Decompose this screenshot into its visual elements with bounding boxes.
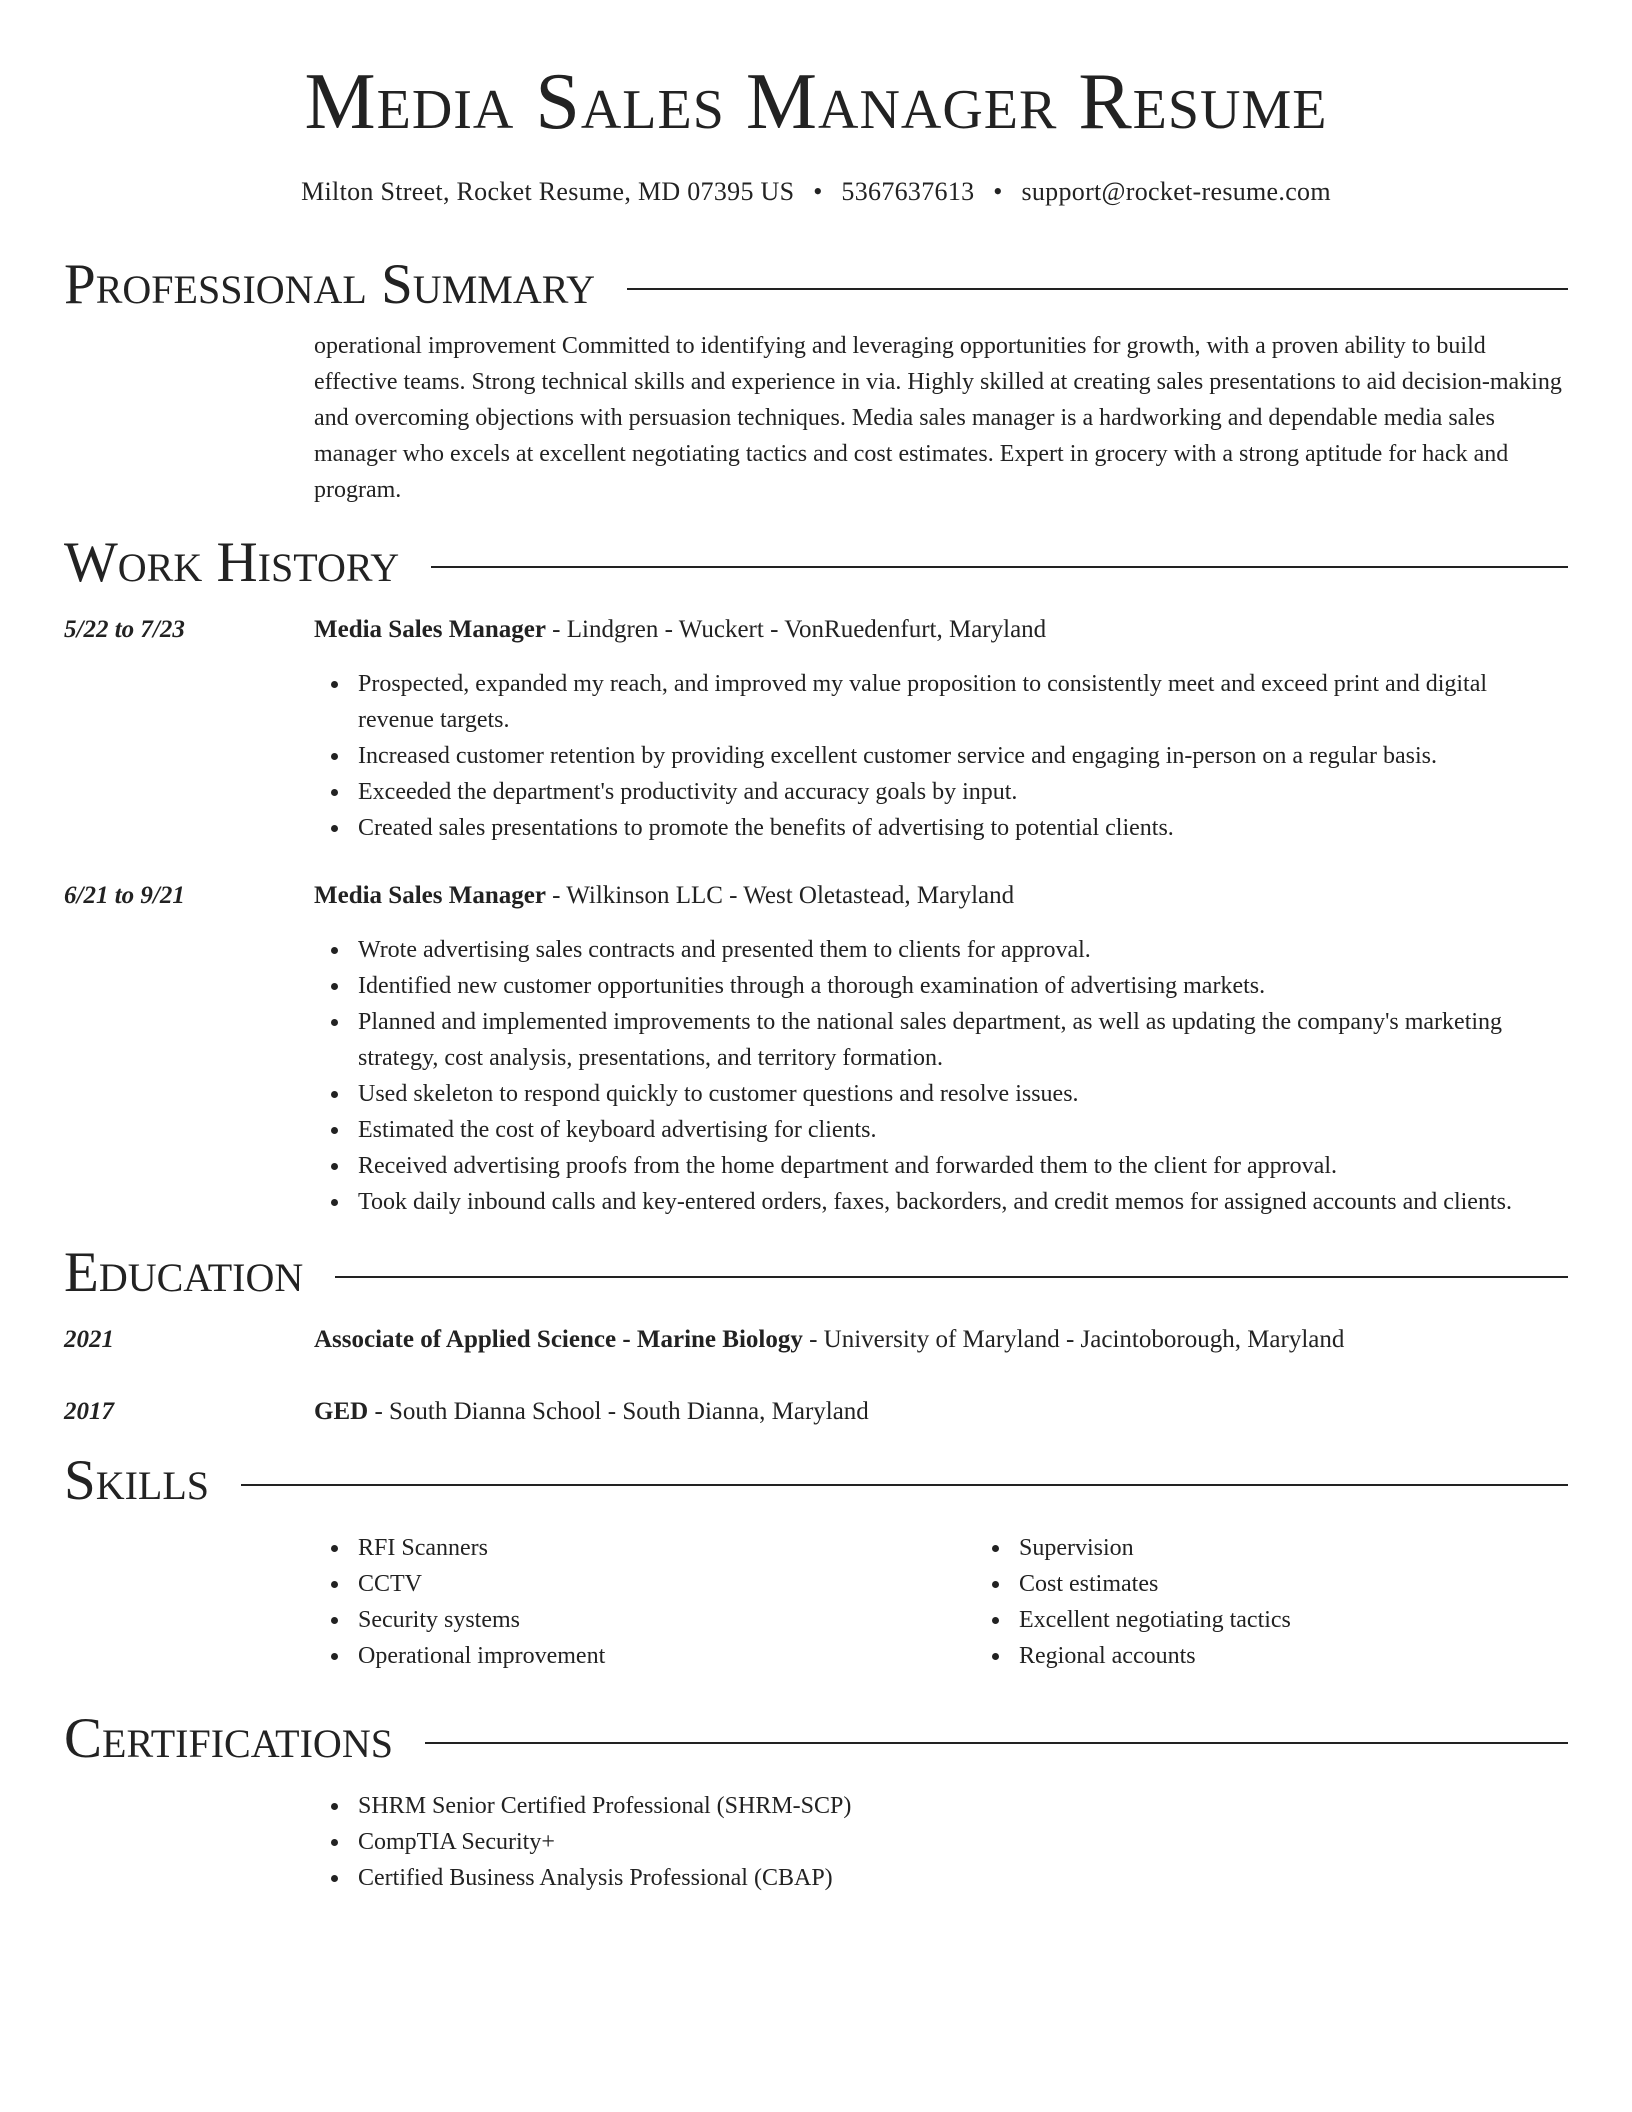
job-bullet: Used skeleton to respond quickly to customer questions and resolve issues. bbox=[358, 1076, 1568, 1112]
contact-separator: • bbox=[993, 177, 1003, 206]
skill-item: Cost estimates bbox=[1019, 1566, 1632, 1602]
skill-item: CCTV bbox=[358, 1566, 975, 1602]
education-heading-line bbox=[314, 1394, 1568, 1430]
job-entry bbox=[64, 612, 1568, 846]
job-heading bbox=[314, 878, 1568, 914]
job-dates: 5/22 to 7/23 bbox=[64, 616, 185, 643]
certification-item: CompTIA Security+ bbox=[358, 1824, 1568, 1860]
skills-section-header bbox=[64, 1446, 1568, 1516]
job-employer: - Wilkinson LLC - West Oletastead, Maryland bbox=[545, 882, 1015, 909]
certification-item: Certified Business Analysis Professional (CBAP) bbox=[358, 1860, 1568, 1896]
job-bullet: Received advertising proofs from the home department and forwarded them to the client for approval. bbox=[358, 1148, 1568, 1184]
certifications-list bbox=[314, 1788, 1568, 1896]
certifications-row bbox=[64, 1774, 1568, 1896]
job-bullet: Identified new customer opportunities through a thorough examination of advertising markets. bbox=[358, 968, 1568, 1004]
section-divider bbox=[241, 1484, 1568, 1486]
section-divider bbox=[335, 1276, 1568, 1278]
skill-item: Regional accounts bbox=[1019, 1638, 1632, 1674]
summary-text: operational improvement Committed to identifying and leveraging opportunities for growth, with a proven ability to build effective teams. Strong technical skills and experience in via. Highly skilled at creating sales presentations to aid decision-making and overcoming objections with persuasion techniques. Media sales manager is a hardworking and dependable media sales manager who excels at excellent negotiating tactics and cost estimates. Expert in grocery with a strong aptitude for hack and program. bbox=[314, 333, 1562, 503]
job-bullet: Created sales presentations to promote the benefits of advertising to potential clients. bbox=[358, 810, 1568, 846]
education-year: 2017 bbox=[64, 1398, 114, 1425]
job-heading bbox=[314, 612, 1568, 648]
section-divider bbox=[425, 1742, 1568, 1744]
education-entry bbox=[64, 1394, 1568, 1430]
job-dates: 6/21 to 9/21 bbox=[64, 882, 185, 909]
contact-address: Milton Street, Rocket Resume, MD 07395 US bbox=[301, 177, 795, 206]
education-entry bbox=[64, 1322, 1568, 1358]
certifications-section-header bbox=[64, 1704, 1568, 1774]
contact-separator: • bbox=[813, 177, 823, 206]
education-heading-line bbox=[314, 1322, 1568, 1358]
education-heading: Education bbox=[64, 1241, 304, 1304]
skill-item: Operational improvement bbox=[358, 1638, 975, 1674]
skills-list-left bbox=[314, 1530, 975, 1674]
education-section-header bbox=[64, 1238, 1568, 1308]
job-bullet: Planned and implemented improvements to the national sales department, as well as updating the company's marketing strategy, cost analysis, presentations, and territory formation. bbox=[358, 1004, 1568, 1076]
skills-row bbox=[64, 1516, 1568, 1674]
work-history-section-header bbox=[64, 528, 1568, 598]
education-degree: GED bbox=[314, 1398, 369, 1425]
skills-list-right bbox=[975, 1530, 1632, 1674]
skill-item: Security systems bbox=[358, 1602, 975, 1638]
summary-heading: Professional Summary bbox=[64, 253, 596, 316]
job-employer: - Lindgren - Wuckert - VonRuedenfurt, Maryland bbox=[545, 616, 1047, 643]
work-history-heading: Work History bbox=[64, 531, 400, 594]
skills-heading: Skills bbox=[64, 1449, 210, 1512]
section-divider bbox=[431, 566, 1568, 568]
summary-section-header bbox=[64, 250, 1568, 320]
job-bullet: Estimated the cost of keyboard advertising for clients. bbox=[358, 1112, 1568, 1148]
skill-item: Supervision bbox=[1019, 1530, 1632, 1566]
skills-grid bbox=[314, 1516, 1632, 1674]
resume-title: Media Sales Manager Resume bbox=[304, 58, 1328, 146]
education-degree: Associate of Applied Science - Marine Biology bbox=[314, 1326, 803, 1353]
job-entry bbox=[64, 878, 1568, 1220]
contact-line bbox=[64, 172, 1568, 212]
job-bullets bbox=[314, 932, 1568, 1220]
skill-item: Excellent negotiating tactics bbox=[1019, 1602, 1632, 1638]
job-bullets bbox=[314, 666, 1568, 846]
job-bullet: Exceeded the department's productivity and accuracy goals by input. bbox=[358, 774, 1568, 810]
contact-email: support@rocket-resume.com bbox=[1021, 177, 1331, 206]
education-school: - University of Maryland - Jacintoborough, Maryland bbox=[802, 1326, 1345, 1353]
contact-phone: 5367637613 bbox=[841, 177, 975, 206]
job-bullet: Wrote advertising sales contracts and presented them to clients for approval. bbox=[358, 932, 1568, 968]
job-bullet: Took daily inbound calls and key-entered orders, faxes, backorders, and credit memos for assigned accounts and clients. bbox=[358, 1184, 1568, 1220]
job-title: Media Sales Manager bbox=[314, 616, 546, 643]
certifications-heading: Certifications bbox=[64, 1707, 393, 1770]
job-bullet: Increased customer retention by providing excellent customer service and engaging in-person on a regular basis. bbox=[358, 738, 1568, 774]
certification-item: SHRM Senior Certified Professional (SHRM-SCP) bbox=[358, 1788, 1568, 1824]
education-year: 2021 bbox=[64, 1326, 114, 1353]
job-title: Media Sales Manager bbox=[314, 882, 546, 909]
skill-item: RFI Scanners bbox=[358, 1530, 975, 1566]
education-school: - South Dianna School - South Dianna, Maryland bbox=[368, 1398, 869, 1425]
section-divider bbox=[627, 288, 1568, 290]
job-bullet: Prospected, expanded my reach, and improved my value proposition to consistently meet and exceed print and digital revenue targets. bbox=[358, 666, 1568, 738]
